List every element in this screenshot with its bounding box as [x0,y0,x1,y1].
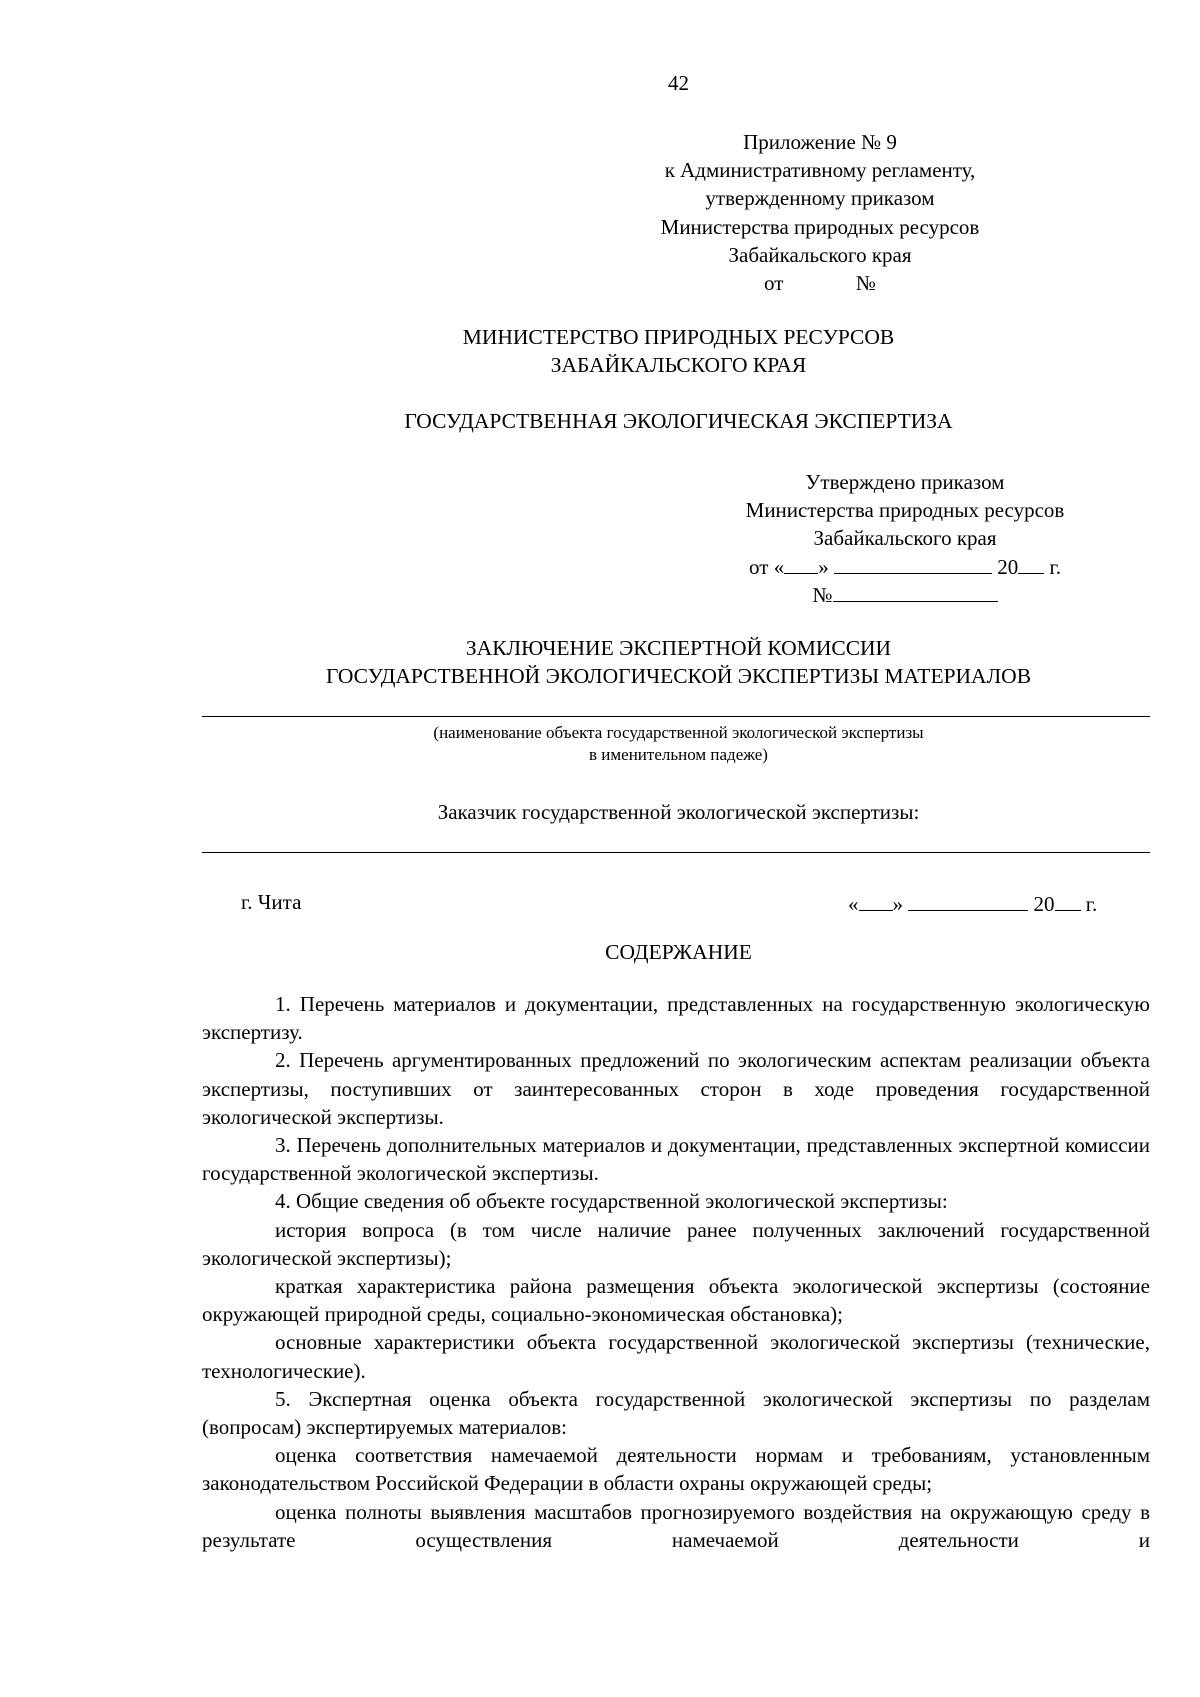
customer-line [202,852,1150,853]
annex-block [590,128,1050,297]
contents-title: СОДЕРЖАНИЕ [605,940,752,964]
annex-title: Приложение № 9 [743,130,897,154]
contents-item: история вопроса (в том числе наличие ранее полученных заключений государственной экологической экспертизы); [202,1217,1150,1270]
month-blank [908,890,1028,911]
ministry-line-2: ЗАБАЙКАЛЬСКОГО КРАЯ [550,353,807,377]
annex-line-1: к Административному регламенту, [664,158,976,183]
page-number: 42 [668,71,689,95]
expertise-title: ГОСУДАРСТВЕННАЯ ЭКОЛОГИЧЕСКАЯ ЭКСПЕРТИЗА [404,409,953,433]
date-close-quote: » [892,892,903,916]
contents-item: 5. Экспертная оценка объекта государственной экологической экспертизы по разделам (вопросам) экспертируемых материалов: [202,1386,1150,1440]
contents-item: краткая характеристика района размещения объекта экологической экспертизы (состояние окружающей природной среды, социально-экономическая обстановка); [202,1274,1150,1327]
object-name-line [202,716,1150,717]
object-name-caption [0,722,1200,766]
contents-item: основные характеристики объекта государственной экологической экспертизы (технические, технологические). [202,1330,1150,1383]
number-blank [833,581,998,602]
date-open-quote: « [848,892,859,916]
document-date [848,890,1097,917]
approval-date-mid: » [818,554,829,579]
conclusion-line-2: ГОСУДАРСТВЕННОЙ ЭКОЛОГИЧЕСКОЙ ЭКСПЕРТИЗЫ МАТЕРИАЛОВ [325,664,1032,688]
approval-block [680,468,1130,609]
ministry-header [0,323,1200,379]
day-blank [859,890,893,911]
approval-year-suffix: г. [1049,554,1061,579]
annex-number-sign: № [855,271,876,296]
approval-line-3: Забайкальского края [813,526,997,551]
approval-number-line [680,581,1130,609]
approval-year-prefix: 20 [997,554,1019,579]
city-name: г. Чита [241,890,302,914]
approval-date-prefix: от « [749,554,785,579]
caption-line-2: в именительном падеже) [589,745,768,764]
contents-item: 3. Перечень дополнительных материалов и документации, представленных экспертной комиссии государственной экологической экспертизы. [202,1133,1150,1186]
annex-date-from: от [764,271,784,296]
day-blank [784,553,818,574]
year-blank [1018,553,1044,574]
approval-line-2: Министерства природных ресурсов [745,498,1065,523]
contents-item: оценка соответствия намечаемой деятельности нормам и требованиям, установленным законодательством Российской Федерации в области охраны окружающей среды; [202,1443,1150,1496]
annex-line-2: утвержденному приказом [705,186,935,211]
caption-line-1: (наименование объекта государственной экологической экспертизы [433,723,924,742]
conclusion-title [0,634,1200,690]
contents-item: оценка полноты выявления масштабов прогнозируемого воздействия на окружающую среду в результате осуществления намечаемой деятельности и [202,1499,1150,1552]
date-year-prefix: 20 [1033,892,1055,916]
month-blank [834,553,992,574]
conclusion-line-1: ЗАКЛЮЧЕНИЕ ЭКСПЕРТНОЙ КОМИССИИ [465,636,892,660]
contents-item: 2. Перечень аргументированных предложений по экологическим аспектам реализации объекта экспертизы, поступивших от заинтересованных сторон в ходе проведения государственной экологической экспертизы. [202,1048,1150,1129]
annex-line-3: Министерства природных ресурсов [660,214,980,239]
year-blank [1055,890,1081,911]
contents-item: 1. Перечень материалов и документации, представленных на государственную экологическую экспертизу. [202,992,1150,1045]
date-year-suffix: г. [1085,892,1098,916]
annex-line-4: Забайкальского края [728,242,912,267]
annex-date-line [590,269,1050,297]
ministry-line-1: МИНИСТЕРСТВО ПРИРОДНЫХ РЕСУРСОВ [462,325,895,349]
approval-line-1: Утверждено приказом [805,470,1005,494]
approval-date-line [680,553,1130,581]
contents-item: 4. Общие сведения об объекте государственной экологической экспертизы: [275,1189,948,1214]
contents-body [202,990,1150,1554]
approval-number-sign: № [812,582,833,607]
customer-label: Заказчик государственной экологической экспертизы: [437,800,920,824]
